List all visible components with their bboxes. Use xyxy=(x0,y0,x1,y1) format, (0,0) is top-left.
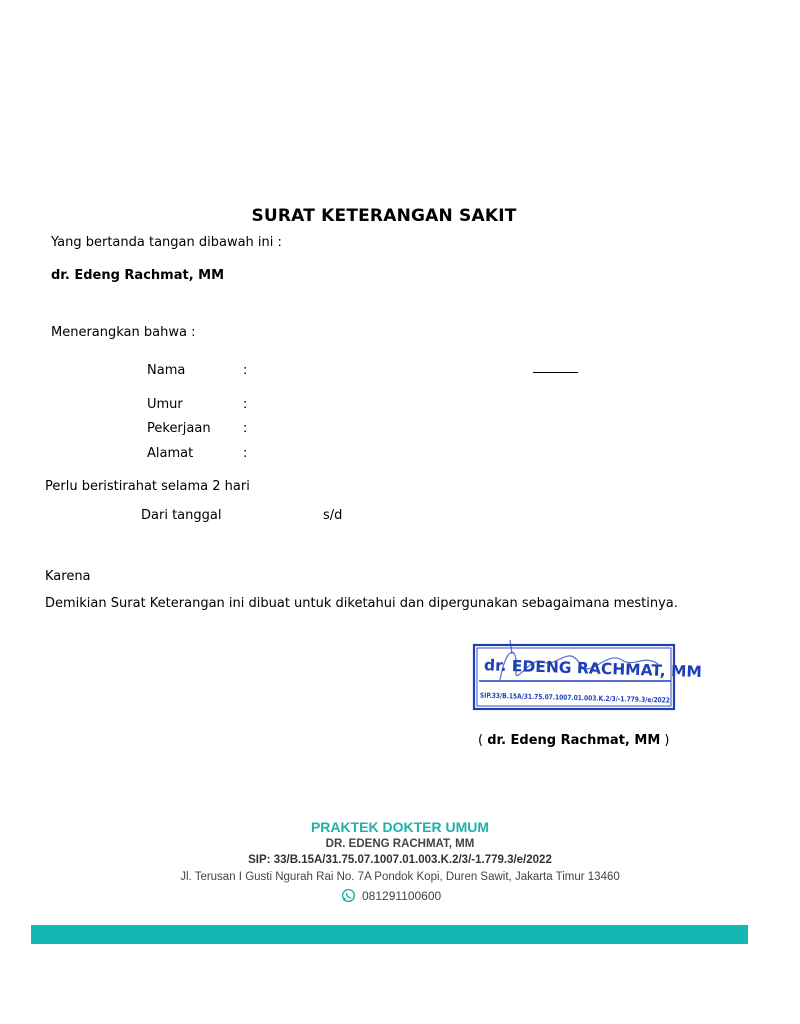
field-colon-pekerjaan: : xyxy=(243,421,248,436)
signature-line xyxy=(478,733,669,748)
footer-address: Jl. Terusan I Gusti Ngurah Rai No. 7A Pondok Kopi, Duren Sawit, Jakarta Timur 13460 xyxy=(180,871,620,883)
field-colon-alamat: : xyxy=(243,446,248,461)
signature-close-paren: ) xyxy=(664,733,670,748)
signature-name: dr. Edeng Rachmat, MM xyxy=(487,733,661,748)
doctor-name: dr. Edeng Rachmat, MM xyxy=(51,268,225,283)
footer-accent-bar xyxy=(31,925,748,944)
doctor-stamp xyxy=(472,640,707,712)
field-label-alamat: Alamat xyxy=(147,446,194,461)
closing-text: Demikian Surat Keterangan ini dibuat untuk diketahui dan dipergunakan sebagaimana mestinya. xyxy=(45,596,678,611)
whatsapp-icon xyxy=(341,888,356,903)
statement-text: Menerangkan bahwa : xyxy=(51,325,196,340)
stamp-name-text: dr. EDENG RACHMAT, MM xyxy=(483,656,703,682)
reason-label: Karena xyxy=(45,569,91,584)
footer-title: PRAKTEK DOKTER UMUM xyxy=(310,819,490,835)
field-label-pekerjaan: Pekerjaan xyxy=(147,421,211,436)
stamp-sip-text: SIP.33/B.15A/31.75.07.1007.01.003.K.2/3/-1.779.3/e/2022 xyxy=(479,691,707,706)
name-underline xyxy=(533,372,578,373)
footer-sip: SIP: 33/B.15A/31.75.07.1007.01.003.K.2/3/-1.779.3/e/2022 xyxy=(248,854,552,866)
footer-doctor: DR. EDENG RACHMAT, MM xyxy=(325,838,475,850)
letter-title: SURAT KETERANGAN SAKIT xyxy=(251,206,517,226)
rest-line: Perlu beristirahat selama 2 hari xyxy=(45,479,250,494)
field-colon-umur: : xyxy=(243,397,248,412)
footer-phone-number: 081291100600 xyxy=(362,888,442,903)
intro-text: Yang bertanda tangan dibawah ini : xyxy=(51,235,282,250)
footer-phone xyxy=(341,888,441,903)
from-date-label: Dari tanggal xyxy=(141,508,222,523)
until-date-label: s/d xyxy=(323,508,343,523)
field-label-nama: Nama xyxy=(147,363,186,378)
field-colon-nama: : xyxy=(243,363,248,378)
field-label-umur: Umur xyxy=(147,397,183,412)
signature-open-paren: ( xyxy=(478,733,484,748)
